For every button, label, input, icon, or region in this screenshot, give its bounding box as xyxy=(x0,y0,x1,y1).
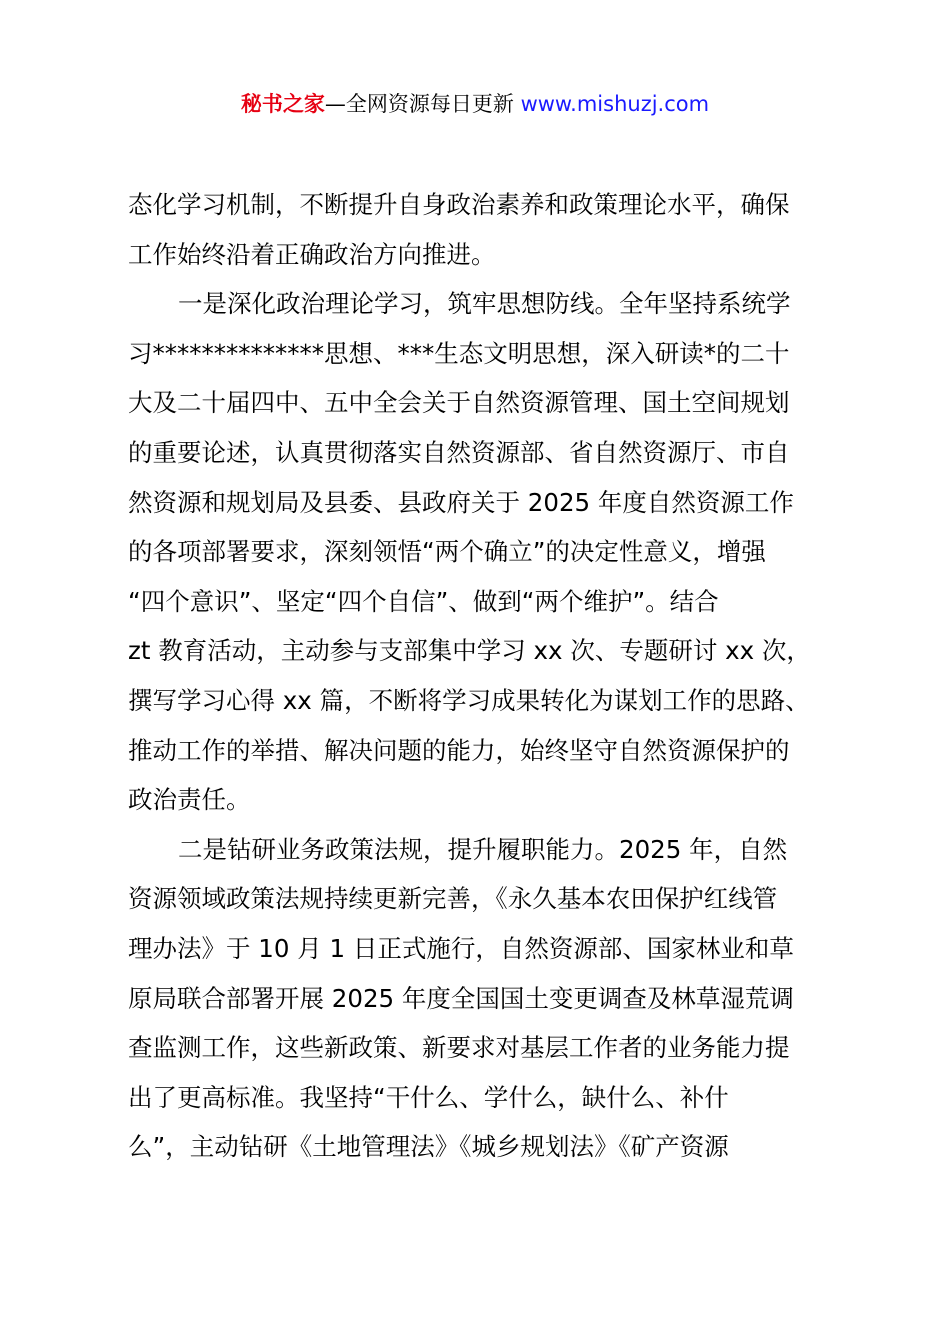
text-line: 查监测工作，这些新政策、新要求对基层工作者的业务能力提 xyxy=(128,1033,790,1063)
text-line: 原局联合部署开展 2025 年度全国国土变更调查及林草湿荒调 xyxy=(128,983,794,1013)
text-line: 一是深化政治理论学习，筑牢思想防线。全年坚持系统学 xyxy=(178,289,791,319)
text-line: “四个意识”、坚定“四个自信”、做到“两个维护”。结合 xyxy=(128,586,719,616)
page-header xyxy=(0,88,950,120)
text-line: 资源领域政策法规持续更新完善，《永久基本农田保护红线管 xyxy=(128,884,778,914)
paragraph xyxy=(128,180,833,279)
paragraph xyxy=(128,825,833,1172)
text-line: 的各项部署要求，深刻领悟“两个确立”的决定性意义，增强 xyxy=(128,537,766,567)
text-line: 的重要论述，认真贯彻落实自然资源部、省自然资源厅、市自 xyxy=(128,437,790,467)
paragraph xyxy=(128,279,833,825)
text-line: 然资源和规划局及县委、县政府关于 2025 年度自然资源工作 xyxy=(128,487,794,517)
text-line: 大及二十届四中、五中全会关于自然资源管理、国土空间规划 xyxy=(128,388,790,418)
text-line: 推动工作的举措、解决问题的能力，始终坚守自然资源保护的 xyxy=(128,735,790,765)
brand-name: 秘书之家 xyxy=(240,92,325,116)
text-line: 政治责任。 xyxy=(128,785,251,815)
text-line: 出了更高标准。我坚持“干什么、学什么，缺什么、补什 xyxy=(128,1082,729,1112)
text-line: 撰写学习心得 xx 篇，不断将学习成果转化为谋划工作的思路、 xyxy=(128,685,810,715)
text-line: 二是钻研业务政策法规，提升履职能力。2025 年，自然 xyxy=(178,834,788,864)
text-line: 习**************思想、***生态文明思想，深入研读*的二十 xyxy=(128,338,790,368)
text-line: 么”，主动钻研《土地管理法》《城乡规划法》《矿产资源 xyxy=(128,1132,729,1162)
text-line: 工作始终沿着正确政治方向推进。 xyxy=(128,239,496,269)
text-line: 态化学习机制，不断提升自身政治素养和政策理论水平，确保 xyxy=(128,190,790,219)
text-line: zt 教育活动，主动参与支部集中学习 xx 次、专题研讨 xx 次， xyxy=(128,636,811,666)
paragraph-container xyxy=(128,180,833,1172)
site-url-link[interactable]: www.mishuzj.com xyxy=(520,92,710,116)
header-tagline: —全网资源每日更新 xyxy=(324,92,521,116)
document-body xyxy=(128,180,833,1172)
text-line: 理办法》于 10 月 1 日正式施行，自然资源部、国家林业和草 xyxy=(128,933,794,963)
